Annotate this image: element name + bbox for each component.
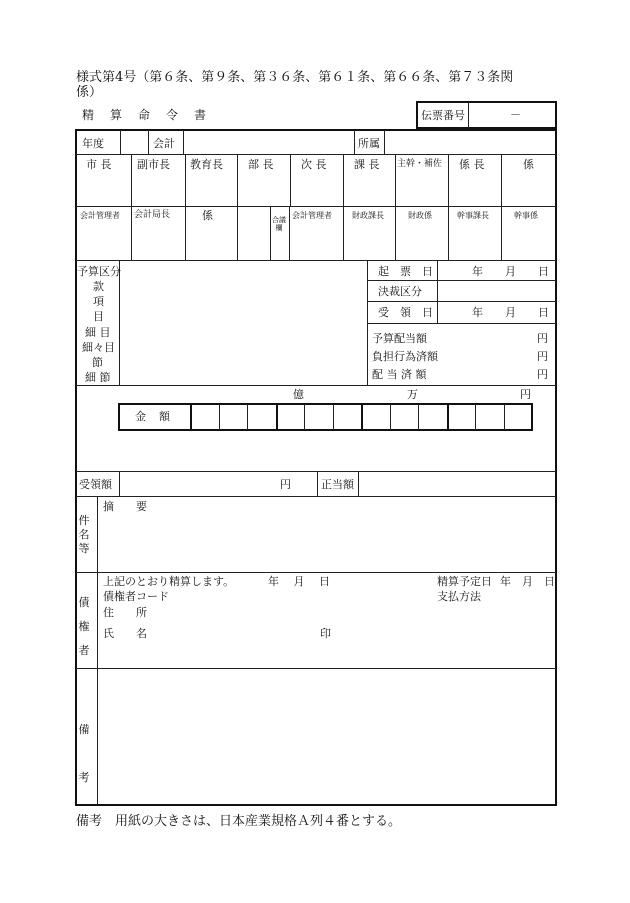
budget-saisaimoku-label: 細々目 [82,341,115,354]
approval-secretary-chief: 幹事課長 [457,211,489,220]
approval-director: 部 長 [248,158,274,171]
budget-category-label: 予算区分 [77,265,121,278]
decision-category-label: 決裁区分 [378,285,422,298]
order-title: 精 算 命 令 書 [82,108,209,122]
budget-moku-label: 目 [93,310,104,323]
payment-method-label: 支払方法 [437,590,481,603]
amount-label: 金 額 [135,410,171,423]
slip-number-label: 伝票番号 [421,109,465,122]
budget-allocated-unit: 円 [537,332,548,345]
commitment-done-unit: 円 [537,350,548,363]
footer-note: 備考 用紙の大きさは、日本産業規格Ａ列４番とする。 [76,814,402,829]
planned-date-label: 精算予定日 [437,575,492,588]
settle-date[interactable]: 年 月 日 [268,575,330,588]
yen-label: 円 [520,388,531,401]
issue-date-label: 起 票 日 [378,265,433,278]
creditor-side-label: 債権者 [78,596,90,657]
consultation-column-label: 合議欄 [272,216,286,232]
approval-finance-staff: 財政係 [408,211,432,220]
allocated-done-unit: 円 [537,368,548,381]
proper-amount-label: 正当額 [321,478,354,491]
slip-number-value[interactable]: － [510,108,521,121]
approval-accounting-staff: 係 [202,209,213,222]
subject-side-label: 件名等 [78,514,90,555]
approval-deputy-director: 次 長 [301,158,327,171]
oku-label: 億 [293,388,304,401]
received-amount-unit: 円 [280,478,291,491]
settle-statement: 上記のとおり精算します。 [103,575,235,588]
account-label: 会計 [153,137,175,150]
budget-allocated-label: 予算配当額 [372,332,427,345]
budget-kan-label: 款 [93,280,104,293]
creditor-code-label: 債権者コード [103,590,169,603]
main-form-frame [75,129,557,806]
man-label: 万 [407,388,418,401]
budget-saisetsu-label: 細 節 [85,371,111,384]
received-amount-label: 受領額 [79,478,112,491]
allocated-done-label: 配 当 済 額 [372,368,427,381]
budget-setsu-label: 節 [92,356,103,369]
approval-secretary-staff: 幹事係 [514,211,538,220]
approval-deputy-mayor: 副市長 [137,158,170,171]
issue-date-value[interactable]: 年 月 日 [472,265,549,278]
form-title: 様式第4号（第６条、第９条、第３６条、第６１条、第６６条、第７３条関 [76,70,514,85]
planned-date-value[interactable]: 年 月 日 [500,575,555,588]
abstract-label: 摘 要 [103,500,147,513]
form-title-cont: 係） [76,85,103,100]
receipt-date-value[interactable]: 年 月 日 [472,306,549,319]
remarks-side-label: 備考 [78,723,90,784]
approval-subsection-chief: 係 長 [459,158,485,171]
approval-education-chief: 教育長 [190,158,223,171]
receipt-date-label: 受 領 日 [378,306,433,319]
address-label: 住 所 [103,606,147,619]
approval-finance-chief: 財政課長 [352,211,384,220]
approval-accounting-director: 会計局長 [134,210,171,220]
amount-box [118,403,533,431]
approval-assistant: 主幹・補佐 [397,159,443,169]
commitment-done-label: 負担行為済額 [372,350,438,363]
approval-staff: 係 [523,158,534,171]
approval-accounting-manager-2: 会計管理者 [292,211,332,220]
approval-accounting-manager: 会計管理者 [80,211,120,220]
budget-kou-label: 項 [93,295,104,308]
seal-label: 印 [320,627,331,640]
approval-section-chief: 課 長 [354,158,380,171]
budget-saimoku-label: 細 目 [85,326,111,339]
approval-mayor: 市 長 [86,158,112,171]
year-label: 年度 [82,137,104,150]
department-label: 所属 [358,137,380,150]
name-label: 氏 名 [103,627,147,640]
